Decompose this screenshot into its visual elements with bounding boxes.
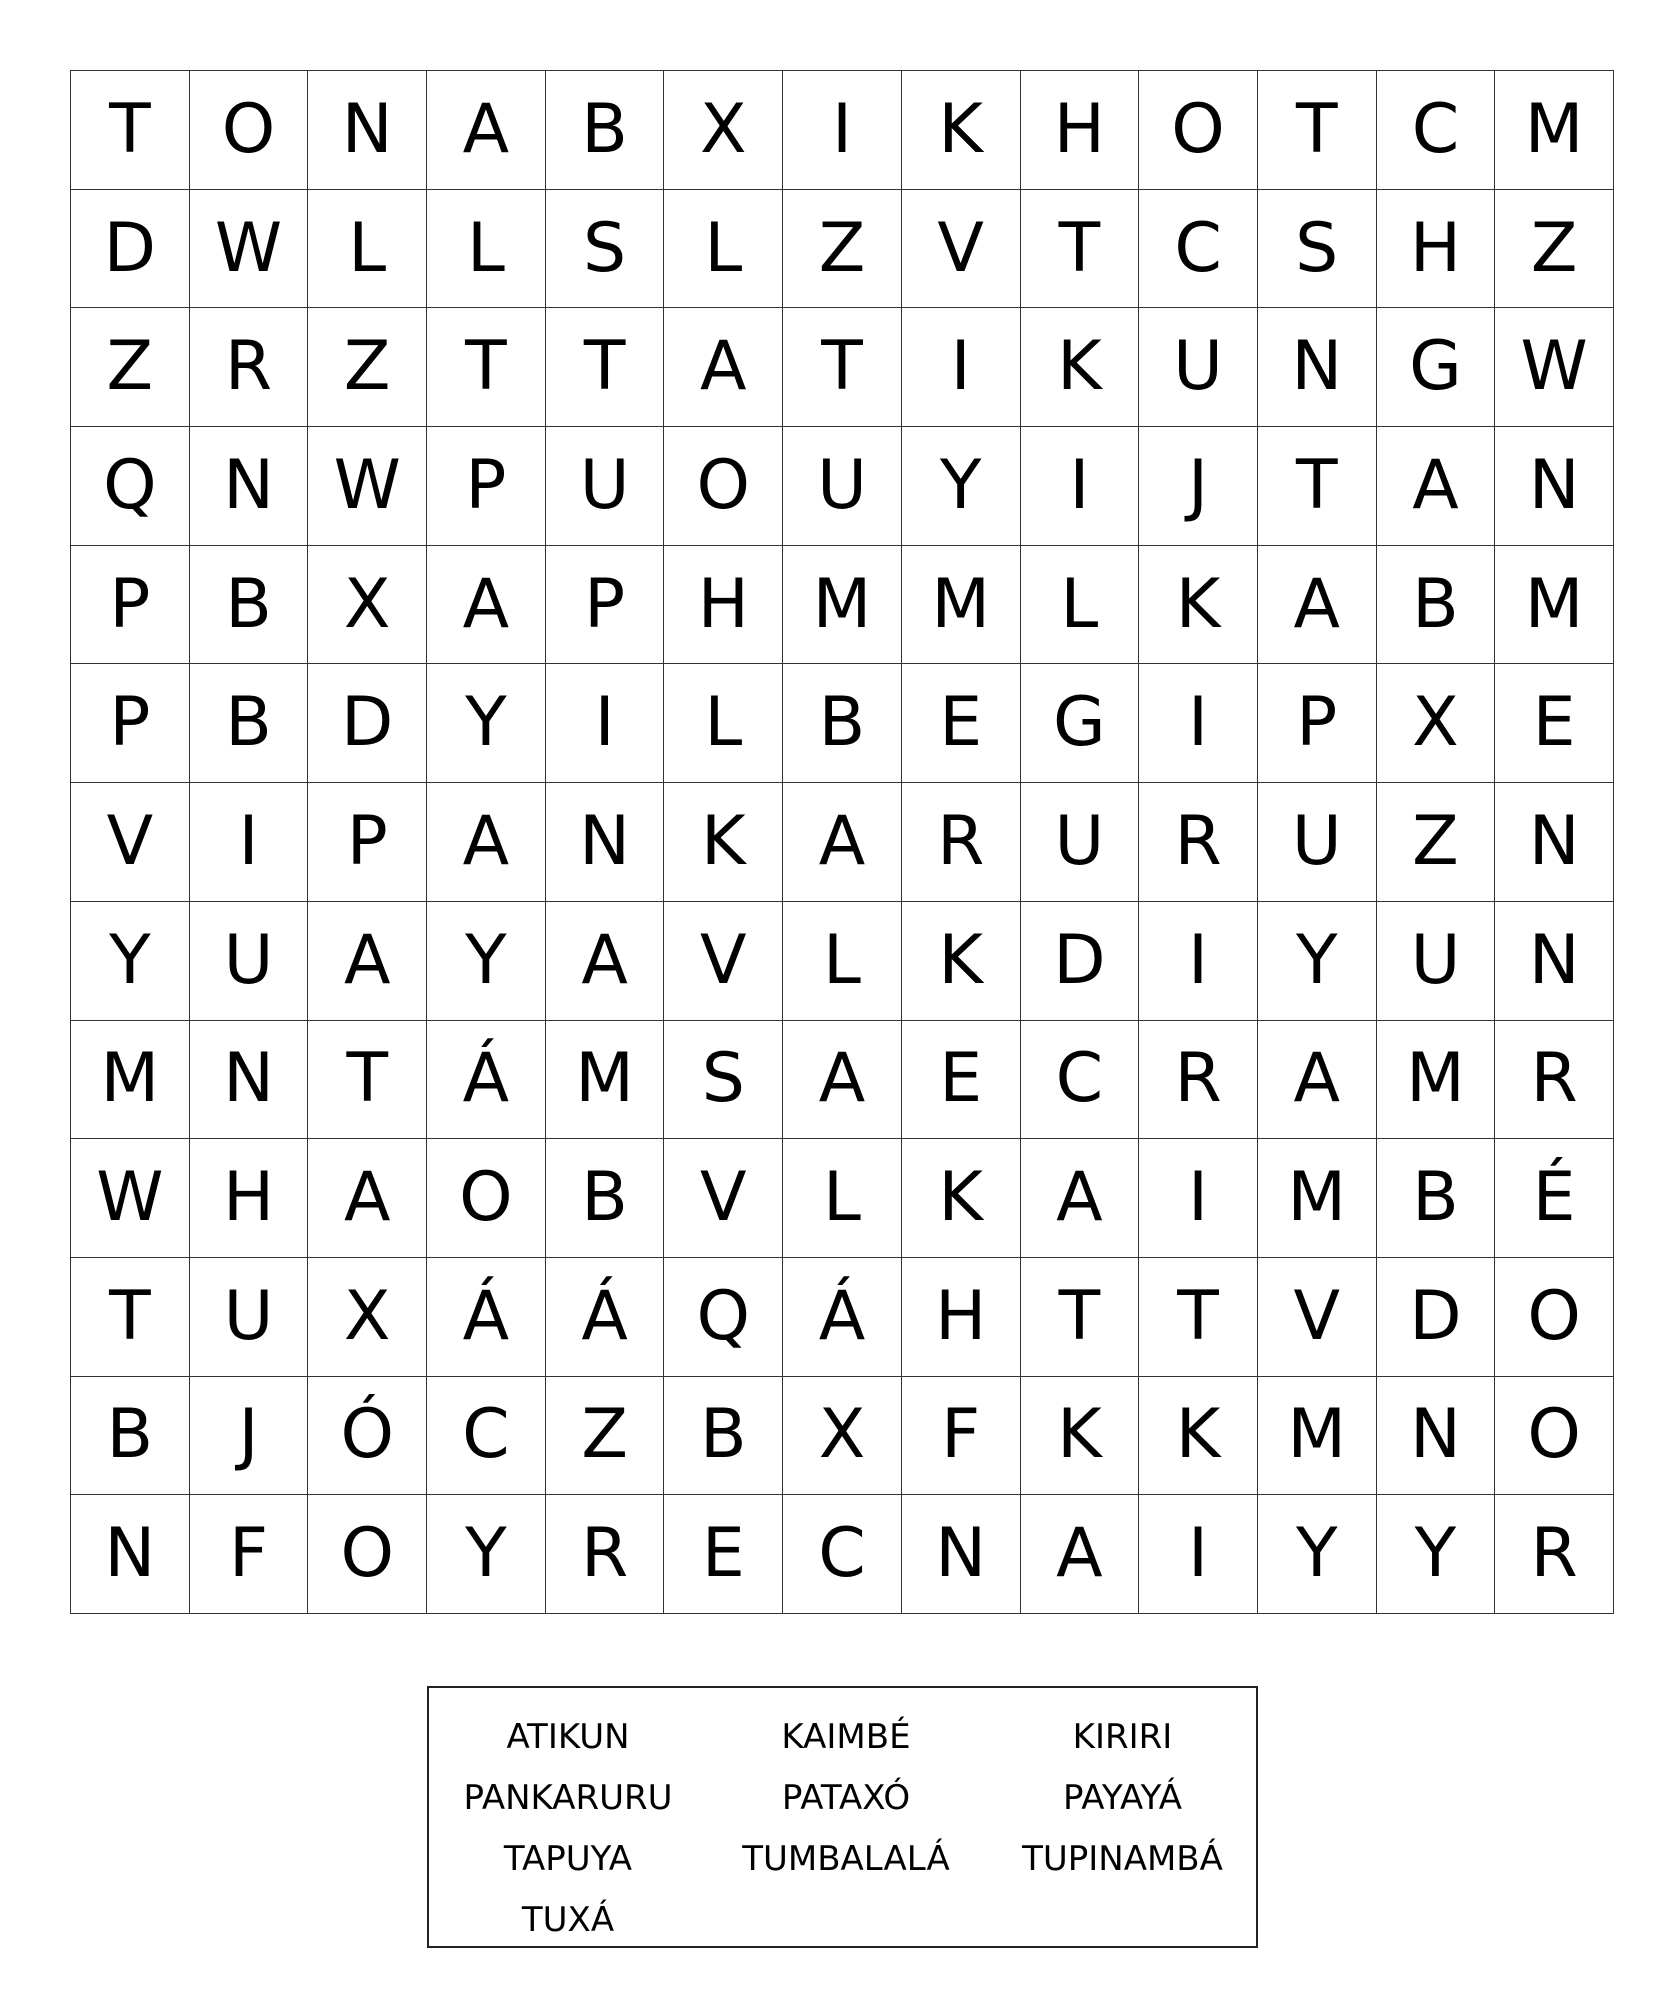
grid-cell[interactable]: A [1258,546,1377,665]
grid-cell[interactable]: N [1495,427,1614,546]
grid-cell[interactable]: I [1021,427,1140,546]
grid-cell[interactable]: A [308,1139,427,1258]
grid-cell[interactable]: S [546,190,665,309]
grid-cell[interactable]: Q [71,427,190,546]
grid-cell[interactable]: O [427,1139,546,1258]
grid-cell[interactable]: Y [427,664,546,783]
grid-cell[interactable]: L [427,190,546,309]
grid-cell[interactable]: V [1258,1258,1377,1377]
grid-cell[interactable]: B [783,664,902,783]
grid-cell[interactable]: L [664,664,783,783]
grid-cell[interactable]: I [902,308,1021,427]
grid-cell[interactable]: W [1495,308,1614,427]
grid-cell[interactable]: F [902,1377,1021,1496]
grid-cell[interactable]: P [546,546,665,665]
word-list-item: PAYAYÁ [1062,1777,1183,1818]
grid-cell[interactable]: T [1258,427,1377,546]
grid-cell[interactable]: Y [427,1495,546,1614]
grid-cell[interactable]: K [1139,1377,1258,1496]
grid-cell[interactable]: C [1377,71,1496,190]
grid-cell[interactable]: U [783,427,902,546]
grid-cell[interactable]: K [902,71,1021,190]
grid-cell[interactable]: R [1139,1021,1258,1140]
grid-cell[interactable]: A [783,783,902,902]
grid-cell[interactable]: M [1377,1021,1496,1140]
grid-cell[interactable]: Á [427,1021,546,1140]
grid-cell[interactable]: M [1495,71,1614,190]
grid-cell[interactable]: A [308,902,427,1021]
grid-cell[interactable]: M [71,1021,190,1140]
grid-cell[interactable]: K [902,1139,1021,1258]
grid-cell[interactable]: N [1258,308,1377,427]
grid-cell[interactable]: H [1377,190,1496,309]
grid-cell[interactable]: N [1495,902,1614,1021]
grid-cell[interactable]: N [190,427,309,546]
grid-cell[interactable]: D [71,190,190,309]
grid-cell[interactable]: F [190,1495,309,1614]
grid-cell[interactable]: G [1021,664,1140,783]
grid-cell[interactable]: A [546,902,665,1021]
grid-cell[interactable]: N [308,71,427,190]
grid-cell[interactable]: T [71,1258,190,1377]
grid-cell[interactable]: S [1258,190,1377,309]
grid-cell[interactable]: O [1495,1258,1614,1377]
grid-cell[interactable]: U [190,902,309,1021]
grid-cell[interactable]: K [1021,1377,1140,1496]
grid-cell[interactable]: V [902,190,1021,309]
grid-cell[interactable]: T [427,308,546,427]
grid-cell[interactable]: U [1139,308,1258,427]
grid-cell[interactable]: V [664,902,783,1021]
grid-cell[interactable]: U [190,1258,309,1377]
word-list-item: TAPUYA [503,1838,633,1879]
grid-cell[interactable]: J [190,1377,309,1496]
grid-cell[interactable]: I [546,664,665,783]
letter-grid [70,70,1614,1614]
grid-cell[interactable]: D [308,664,427,783]
grid-cell[interactable]: K [902,902,1021,1021]
grid-cell[interactable]: H [664,546,783,665]
grid-cell[interactable]: N [71,1495,190,1614]
grid-cell[interactable]: X [783,1377,902,1496]
grid-cell[interactable]: R [190,308,309,427]
grid-cell[interactable]: T [546,308,665,427]
grid-cell[interactable]: K [1139,546,1258,665]
grid-cell[interactable]: I [1139,664,1258,783]
grid-cell[interactable]: Y [1258,902,1377,1021]
grid-cell[interactable]: V [71,783,190,902]
grid-cell[interactable]: A [427,71,546,190]
grid-cell[interactable]: B [71,1377,190,1496]
grid-cell[interactable]: Z [71,308,190,427]
grid-cell[interactable]: C [427,1377,546,1496]
grid-cell[interactable]: A [664,308,783,427]
grid-cell[interactable]: H [190,1139,309,1258]
grid-cell[interactable]: Á [783,1258,902,1377]
grid-cell[interactable]: Á [427,1258,546,1377]
grid-cell[interactable]: O [664,427,783,546]
grid-cell[interactable]: Z [308,308,427,427]
grid-cell[interactable]: I [1139,1139,1258,1258]
grid-cell[interactable]: Z [546,1377,665,1496]
grid-cell[interactable]: Z [783,190,902,309]
grid-cell[interactable]: É [1495,1139,1614,1258]
grid-cell[interactable]: B [1377,1139,1496,1258]
grid-cell[interactable]: D [1377,1258,1496,1377]
grid-cell[interactable]: V [664,1139,783,1258]
grid-cell[interactable]: T [1258,71,1377,190]
grid-cell[interactable]: I [1139,902,1258,1021]
grid-cell[interactable]: N [1377,1377,1496,1496]
grid-cell[interactable]: M [902,546,1021,665]
grid-cell[interactable]: J [1139,427,1258,546]
word-list-item: TUMBALALÁ [742,1838,950,1879]
grid-cell[interactable]: L [308,190,427,309]
grid-cell[interactable]: Z [1377,783,1496,902]
word-list-item: KIRIRI [1072,1716,1173,1757]
grid-cell[interactable]: Y [1377,1495,1496,1614]
word-list-item: TUXÁ [521,1899,615,1940]
grid-cell[interactable]: D [1021,902,1140,1021]
grid-cell[interactable]: R [1139,783,1258,902]
grid-cell[interactable]: H [1021,71,1140,190]
grid-cell[interactable]: I [783,71,902,190]
grid-cell[interactable]: Á [546,1258,665,1377]
grid-cell[interactable]: Y [902,427,1021,546]
word-list-item: ATIKUN [506,1716,630,1757]
grid-cell[interactable]: O [1139,71,1258,190]
grid-cell[interactable]: C [783,1495,902,1614]
grid-cell[interactable]: W [71,1139,190,1258]
grid-cell[interactable]: E [902,1021,1021,1140]
word-list-item: KAIMBÉ [781,1716,911,1757]
grid-cell[interactable]: N [1495,783,1614,902]
grid-cell[interactable]: P [1258,664,1377,783]
grid-cell[interactable]: K [1021,308,1140,427]
grid-cell[interactable]: I [190,783,309,902]
word-list-box [427,1686,1258,1948]
grid-cell[interactable]: P [308,783,427,902]
grid-cell[interactable]: B [190,546,309,665]
grid-cell[interactable]: U [1021,783,1140,902]
grid-cell[interactable]: B [546,71,665,190]
grid-cell[interactable]: N [190,1021,309,1140]
grid-cell[interactable]: L [783,902,902,1021]
grid-cell[interactable]: E [902,664,1021,783]
grid-cell[interactable]: L [783,1139,902,1258]
grid-cell[interactable]: U [546,427,665,546]
grid-cell[interactable]: X [308,1258,427,1377]
grid-cell[interactable]: K [664,783,783,902]
word-list-item: TUPINAMBÁ [1022,1838,1223,1879]
grid-cell[interactable]: R [1495,1495,1614,1614]
grid-cell[interactable]: X [664,71,783,190]
grid-cell[interactable]: M [1258,1139,1377,1258]
grid-cell[interactable]: B [190,664,309,783]
grid-cell[interactable]: H [902,1258,1021,1377]
grid-cell[interactable]: Y [71,902,190,1021]
grid-cell[interactable]: C [1021,1021,1140,1140]
grid-cell[interactable]: P [71,664,190,783]
grid-cell[interactable]: T [71,71,190,190]
grid-cell[interactable]: N [902,1495,1021,1614]
grid-cell[interactable]: T [783,308,902,427]
grid-cell[interactable]: M [546,1021,665,1140]
grid-cell[interactable]: Z [1495,190,1614,309]
grid-cell[interactable]: W [308,427,427,546]
grid-cell[interactable]: E [1495,664,1614,783]
grid-cell[interactable]: U [1377,902,1496,1021]
grid-cell[interactable]: N [546,783,665,902]
grid-cell[interactable]: M [783,546,902,665]
grid-cell[interactable]: B [1377,546,1496,665]
grid-cell[interactable]: G [1377,308,1496,427]
grid-cell[interactable]: O [1495,1377,1614,1496]
grid-cell[interactable]: Ó [308,1377,427,1496]
grid-cell[interactable]: R [1495,1021,1614,1140]
grid-cell[interactable]: O [308,1495,427,1614]
grid-cell[interactable]: P [427,427,546,546]
grid-cell[interactable]: T [1021,1258,1140,1377]
grid-cell[interactable]: A [427,546,546,665]
grid-cell[interactable]: A [783,1021,902,1140]
grid-cell[interactable]: R [546,1495,665,1614]
grid-cell[interactable]: I [1139,1495,1258,1614]
grid-cell[interactable]: M [1495,546,1614,665]
grid-cell[interactable]: A [427,783,546,902]
word-list-item: PANKARURU [463,1777,673,1818]
word-list-item: PATAXÓ [781,1777,911,1818]
grid-cell[interactable]: L [1021,546,1140,665]
grid-cell[interactable]: R [902,783,1021,902]
grid-cell[interactable]: E [664,1495,783,1614]
grid-cell[interactable]: X [1377,664,1496,783]
grid-cell[interactable]: A [1377,427,1496,546]
word-list [429,1706,1256,1950]
grid-cell[interactable]: O [190,71,309,190]
grid-cell[interactable]: C [1139,190,1258,309]
grid-cell[interactable]: W [190,190,309,309]
grid-cell[interactable]: A [1021,1495,1140,1614]
grid-cell[interactable]: T [1021,190,1140,309]
grid-cell[interactable]: B [546,1139,665,1258]
grid-cell[interactable]: S [664,1021,783,1140]
grid-cell[interactable]: Q [664,1258,783,1377]
grid-cell[interactable]: Y [427,902,546,1021]
grid-cell[interactable]: B [664,1377,783,1496]
grid-cell[interactable]: A [1258,1021,1377,1140]
grid-cell[interactable]: A [1021,1139,1140,1258]
grid-cell[interactable]: Y [1258,1495,1377,1614]
grid-cell[interactable]: M [1258,1377,1377,1496]
grid-cell[interactable]: U [1258,783,1377,902]
grid-cell[interactable]: X [308,546,427,665]
grid-cell[interactable]: T [308,1021,427,1140]
grid-cell[interactable]: P [71,546,190,665]
grid-cell[interactable]: L [664,190,783,309]
grid-cell[interactable]: T [1139,1258,1258,1377]
